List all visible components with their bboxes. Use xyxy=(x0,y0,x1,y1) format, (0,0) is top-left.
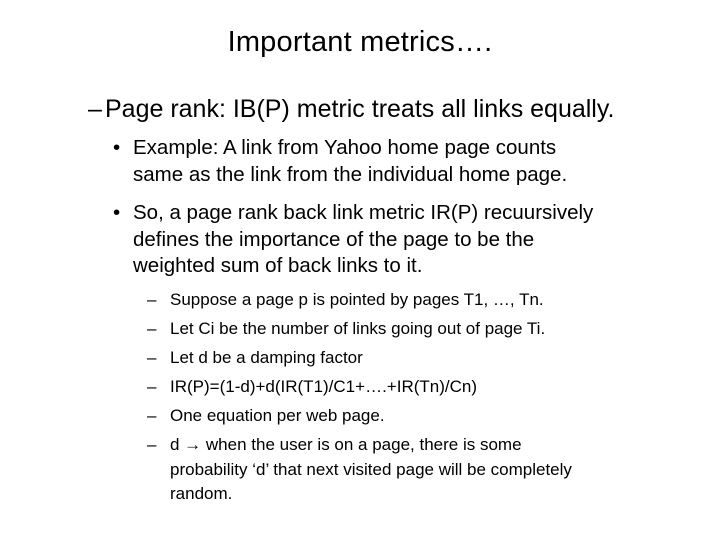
subitem xyxy=(147,317,667,342)
subitem-dash: – xyxy=(147,377,157,396)
subitem-dash: – xyxy=(147,406,157,425)
subitem xyxy=(147,375,667,400)
subitem-dash: – xyxy=(147,319,157,338)
subitem-line: Let Ci be the number of links going out of page Ti. xyxy=(170,319,546,338)
subitem-line: Suppose a page p is pointed by pages T1, …, Tn. xyxy=(170,290,544,309)
level1-text: Page rank: IB(P) metric treats all links equally. xyxy=(105,95,615,123)
bullet-line: So, a page rank back link metric IR(P) recuursively xyxy=(133,201,594,224)
bullet-item xyxy=(113,200,693,280)
subitem-line: d → when the user is on a page, there is some xyxy=(170,435,522,454)
subitem-line: Let d be a damping factor xyxy=(170,348,363,367)
slide-title: Important metrics…. xyxy=(227,26,493,58)
level1-dash: – xyxy=(88,95,102,123)
subitem-line: One equation per web page. xyxy=(170,406,385,425)
subitem xyxy=(147,433,667,507)
subitem-dash: – xyxy=(147,348,157,367)
bullet-item xyxy=(113,135,693,188)
subitem-dash: – xyxy=(147,435,157,454)
level1-item xyxy=(88,93,614,125)
bullet-line: weighted sum of back links to it. xyxy=(133,254,423,277)
subitem xyxy=(147,404,667,429)
subitem-line: probability ‘d’ that next visited page will be completely xyxy=(170,459,572,479)
subitem-line: random. xyxy=(170,484,233,503)
bullet-line: defines the importance of the page to be the xyxy=(133,227,535,251)
bullet-marker: • xyxy=(113,136,121,159)
bullet-line: Example: A link from Yahoo home page counts xyxy=(133,136,557,159)
subitem xyxy=(147,288,667,313)
subitem xyxy=(147,346,667,371)
subitem-line: IR(P)=(1-d)+d(IR(T1)/C1+….+IR(Tn)/Cn) xyxy=(170,377,477,396)
bullet-line: same as the link from the individual home page. xyxy=(133,162,568,186)
subitem-dash: – xyxy=(147,290,157,309)
bullet-marker: • xyxy=(113,201,121,224)
